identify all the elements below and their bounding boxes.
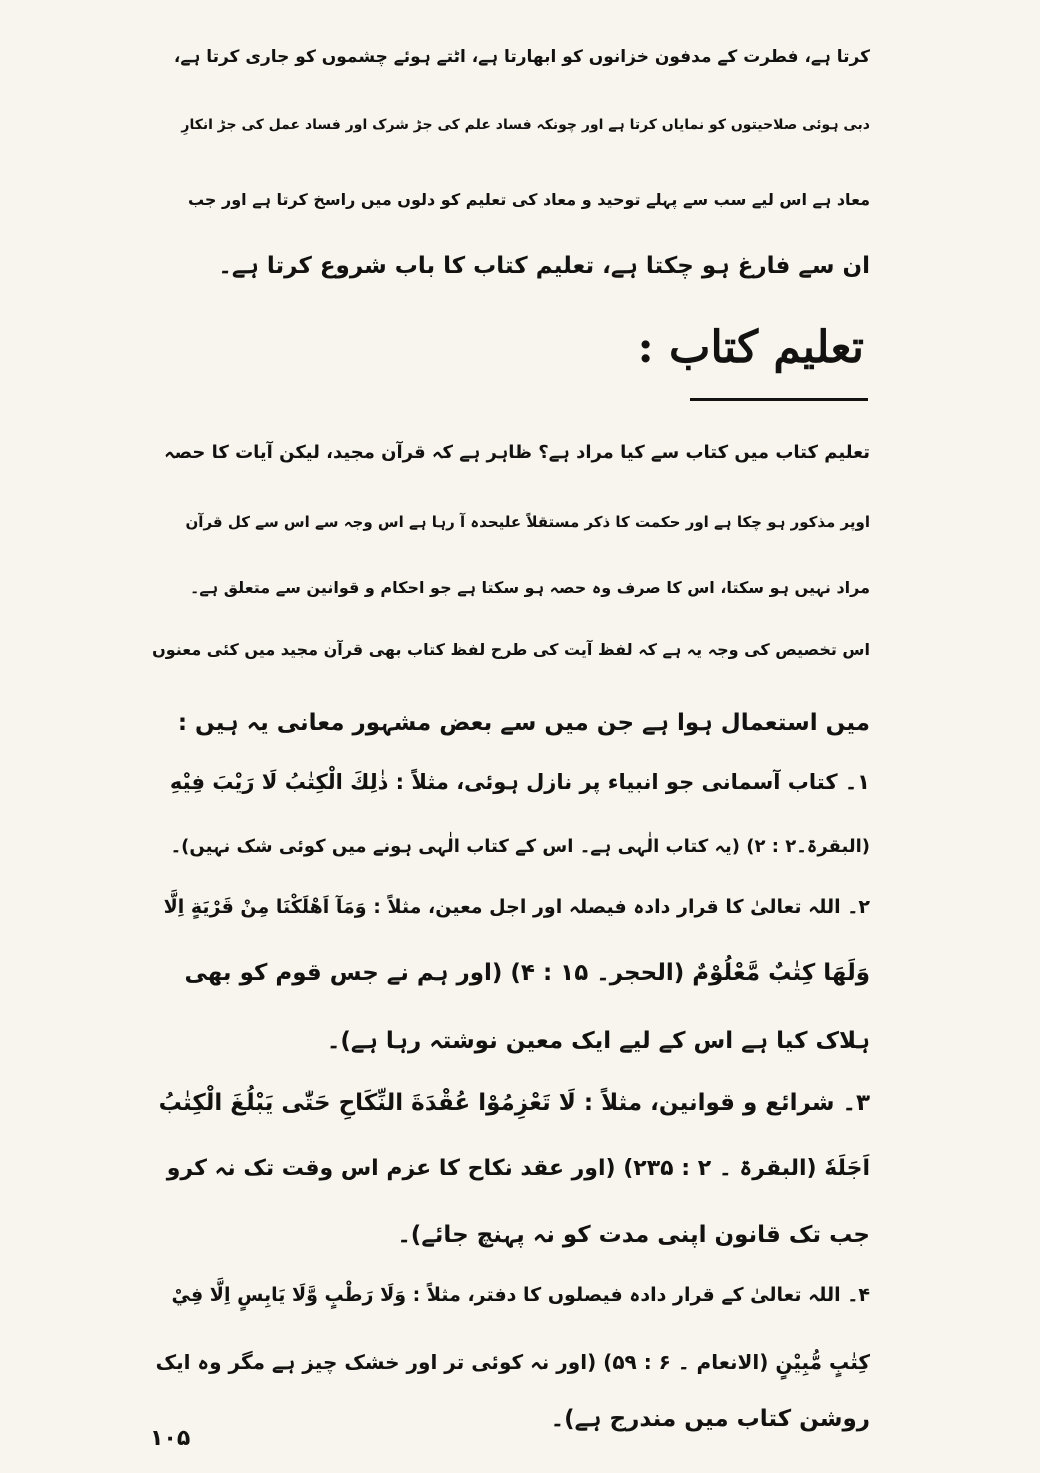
- text-line: كِتٰبٍ مُّبِيْنٍ (الانعام ۔ ۶ : ۵۹) (اور نہ کوئی تر اور خشک چیز ہے مگر وہ ایک: [155, 1350, 870, 1374]
- text-line: روشن کتاب میں مندرج ہے)۔: [550, 1406, 870, 1432]
- text-line: کرتا ہے، فطرت کے مدفون خزانوں کو ابھارتا ہے، اٹتے ہوئے چشموں کو جاری کرتا ہے،: [173, 47, 870, 67]
- text-line: میں استعمال ہوا ہے جن میں سے بعض مشہور معانی یہ ہیں :: [177, 710, 870, 736]
- list-item: ۴۔ اللہ تعالیٰ کے قرار دادہ فیصلوں کا دفتر، مثلاً : وَلَا رَطْبٍ وَّلَا يَابِسٍ اِلَّا فِيْ: [171, 1284, 870, 1306]
- text-line: اس تخصیص کی وجہ یہ ہے کہ لفظ آیت کی طرح لفظ کتاب بھی قرآن مجید میں کئی معنوں: [152, 640, 870, 659]
- list-item: ۳۔ شرائع و قوانین، مثلاً : لَا تَعْزِمُوْا عُقْدَةَ النِّكَاحِ حَتّٰى يَبْلُغَ الْكِتٰبُ: [158, 1090, 870, 1116]
- body-paragraphs: [150, 0, 870, 1432]
- text-line: مراد نہیں ہو سکتا، اس کا صرف وہ حصہ ہو سکتا ہے جو احکام و قوانین سے متعلق ہے۔: [190, 578, 870, 597]
- list-item: ۱۔ کتاب آسمانی جو انبیاء پر نازل ہوئی، مثلاً : ذٰلِكَ الْكِتٰبُ لَا رَيْبَ فِيْهِ: [169, 770, 870, 794]
- text-line: اَجَلَهٗ (البقرۃ ۔ ۲ : ۲۳۵) (اور عقد نکاح کا عزم اس وقت تک نہ کرو: [166, 1156, 870, 1181]
- text-line: وَلَهَا كِتٰبٌ مَّعْلُوْمٌ (الحجر۔ ۱۵ : ۴) (اور ہم نے جس قوم کو بھی: [184, 960, 870, 986]
- text-line: (البقرۃ۔۲ : ۲) (یہ کتاب الٰہی ہے۔ اس کے کتاب الٰہی ہونے میں کوئی شک نہیں)۔: [170, 836, 870, 857]
- list-item: ۲۔ اللہ تعالیٰ کا قرار دادہ فیصلہ اور اجل معین، مثلاً : وَمَآ اَهْلَكْنَا مِنْ قَرْيَةٍ اِلَّا: [163, 896, 870, 918]
- text-line: تعلیم کتاب میں کتاب سے کیا مراد ہے؟ ظاہر ہے کہ قرآن مجید، لیکن آیات کا حصہ: [164, 442, 870, 463]
- text-line: اوپر مذکور ہو چکا ہے اور حکمت کا ذکر مستقلاً علیحدہ آ رہا ہے اس وجہ سے اس سے کل قرآن: [185, 513, 870, 531]
- text-line: جب تک قانون اپنی مدت کو نہ پہنچ جائے)۔: [397, 1222, 870, 1248]
- text-line: ہلاک کیا ہے اس کے لیے ایک معین نوشتہ رہا ہے)۔: [326, 1028, 870, 1054]
- section-heading: تعلیم کتاب :: [637, 322, 864, 373]
- text-line: معاد ہے اس لیے سب سے پہلے توحید و معاد کی تعلیم کو دلوں میں راسخ کرتا ہے اور جب: [187, 190, 870, 209]
- page-number: ۱۰۵: [150, 1426, 191, 1451]
- text-line: ان سے فارغ ہو چکتا ہے، تعلیم کتاب کا باب شروع کرتا ہے۔: [218, 253, 870, 279]
- text-line: دبی ہوئی صلاحیتوں کو نمایاں کرتا ہے اور چونکہ فساد علم کی جڑ شرک اور فساد عمل کی جڑ انکارِ: [181, 117, 870, 133]
